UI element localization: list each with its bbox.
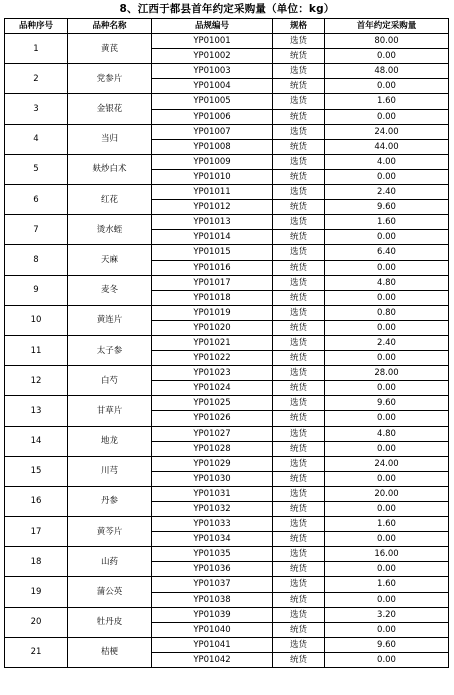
spec-cell: 统货 — [273, 562, 325, 577]
spec-cell: 统货 — [273, 169, 325, 184]
spec-code-cell: YP01007 — [152, 124, 273, 139]
spec-cell: 统货 — [273, 49, 325, 64]
quantity-cell: 80.00 — [325, 34, 449, 49]
variety-number-cell: 9 — [5, 275, 68, 305]
variety-name-cell: 麸炒白术 — [68, 154, 152, 184]
spec-cell: 选货 — [273, 366, 325, 381]
spec-cell: 选货 — [273, 577, 325, 592]
variety-number-cell: 16 — [5, 486, 68, 516]
header-spec-code: 品规编号 — [152, 19, 273, 34]
table-row — [5, 215, 449, 230]
spec-code-cell: YP01028 — [152, 441, 273, 456]
spec-code-cell: YP01012 — [152, 200, 273, 215]
quantity-cell: 0.00 — [325, 49, 449, 64]
spec-code-cell: YP01031 — [152, 486, 273, 501]
table-row — [5, 456, 449, 471]
spec-code-cell: YP01029 — [152, 456, 273, 471]
spec-cell: 统货 — [273, 290, 325, 305]
spec-code-cell: YP01037 — [152, 577, 273, 592]
quantity-cell: 0.00 — [325, 592, 449, 607]
quantity-cell: 0.00 — [325, 320, 449, 335]
header-variety-name: 品种名称 — [68, 19, 152, 34]
variety-name-cell: 烫水蛭 — [68, 215, 152, 245]
spec-code-cell: YP01002 — [152, 49, 273, 64]
quantity-cell: 4.00 — [325, 154, 449, 169]
spec-cell: 选货 — [273, 607, 325, 622]
quantity-cell: 6.40 — [325, 245, 449, 260]
table-row — [5, 607, 449, 622]
quantity-cell: 0.00 — [325, 79, 449, 94]
spec-code-cell: YP01006 — [152, 109, 273, 124]
page-title: 8、江西于都县首年约定采购量（单位：kg） — [119, 3, 335, 15]
spec-code-cell: YP01036 — [152, 562, 273, 577]
spec-code-cell: YP01038 — [152, 592, 273, 607]
spec-cell: 选货 — [273, 245, 325, 260]
quantity-cell: 0.00 — [325, 290, 449, 305]
spec-code-cell: YP01008 — [152, 139, 273, 154]
variety-name-cell: 黄芪 — [68, 34, 152, 64]
variety-name-cell: 山药 — [68, 547, 152, 577]
quantity-cell: 3.20 — [325, 607, 449, 622]
quantity-cell: 1.60 — [325, 517, 449, 532]
variety-number-cell: 2 — [5, 64, 68, 94]
table-header-row — [5, 19, 449, 34]
quantity-cell: 0.00 — [325, 381, 449, 396]
quantity-cell: 0.00 — [325, 622, 449, 637]
spec-cell: 统货 — [273, 652, 325, 667]
spec-cell: 选货 — [273, 456, 325, 471]
variety-number-cell: 1 — [5, 34, 68, 64]
table-row — [5, 517, 449, 532]
quantity-cell: 20.00 — [325, 486, 449, 501]
spec-cell: 选货 — [273, 94, 325, 109]
table-row — [5, 335, 449, 350]
table-row — [5, 396, 449, 411]
table-row — [5, 305, 449, 320]
spec-code-cell: YP01039 — [152, 607, 273, 622]
spec-code-cell: YP01015 — [152, 245, 273, 260]
variety-number-cell: 17 — [5, 517, 68, 547]
spec-cell: 统货 — [273, 230, 325, 245]
variety-number-cell: 6 — [5, 185, 68, 215]
variety-name-cell: 麦冬 — [68, 275, 152, 305]
spec-cell: 统货 — [273, 260, 325, 275]
quantity-cell: 48.00 — [325, 64, 449, 79]
variety-number-cell: 11 — [5, 335, 68, 365]
spec-cell: 选货 — [273, 185, 325, 200]
spec-code-cell: YP01026 — [152, 411, 273, 426]
header-variety-no: 品种序号 — [5, 19, 68, 34]
variety-name-cell: 白芍 — [68, 366, 152, 396]
table-row — [5, 154, 449, 169]
spec-cell: 统货 — [273, 592, 325, 607]
variety-name-cell: 黄芩片 — [68, 517, 152, 547]
variety-number-cell: 20 — [5, 607, 68, 637]
variety-name-cell: 牡丹皮 — [68, 607, 152, 637]
spec-cell: 统货 — [273, 139, 325, 154]
spec-code-cell: YP01001 — [152, 34, 273, 49]
quantity-cell: 0.00 — [325, 532, 449, 547]
table-row — [5, 577, 449, 592]
header-spec: 规格 — [273, 19, 325, 34]
quantity-cell: 0.00 — [325, 562, 449, 577]
quantity-cell: 4.80 — [325, 426, 449, 441]
spec-cell: 统货 — [273, 411, 325, 426]
spec-cell: 选货 — [273, 215, 325, 230]
variety-name-cell: 地龙 — [68, 426, 152, 456]
spec-code-cell: YP01023 — [152, 366, 273, 381]
spec-code-cell: YP01004 — [152, 79, 273, 94]
spec-code-cell: YP01005 — [152, 94, 273, 109]
variety-name-cell: 黄连片 — [68, 305, 152, 335]
quantity-cell: 0.00 — [325, 230, 449, 245]
variety-number-cell: 8 — [5, 245, 68, 275]
spec-code-cell: YP01032 — [152, 502, 273, 517]
spec-cell: 选货 — [273, 637, 325, 652]
quantity-cell: 9.60 — [325, 200, 449, 215]
spec-cell: 选货 — [273, 124, 325, 139]
variety-number-cell: 4 — [5, 124, 68, 154]
variety-name-cell: 天麻 — [68, 245, 152, 275]
spec-cell: 选货 — [273, 426, 325, 441]
variety-number-cell: 3 — [5, 94, 68, 124]
spec-code-cell: YP01003 — [152, 64, 273, 79]
spec-code-cell: YP01034 — [152, 532, 273, 547]
table-row — [5, 366, 449, 381]
table-row — [5, 486, 449, 501]
table-row — [5, 94, 449, 109]
variety-name-cell: 金银花 — [68, 94, 152, 124]
table-row — [5, 426, 449, 441]
spec-code-cell: YP01018 — [152, 290, 273, 305]
quantity-cell: 1.60 — [325, 215, 449, 230]
spec-code-cell: YP01017 — [152, 275, 273, 290]
spec-code-cell: YP01011 — [152, 185, 273, 200]
spec-cell: 统货 — [273, 471, 325, 486]
variety-number-cell: 14 — [5, 426, 68, 456]
spec-code-cell: YP01040 — [152, 622, 273, 637]
spec-code-cell: YP01019 — [152, 305, 273, 320]
variety-number-cell: 7 — [5, 215, 68, 245]
variety-number-cell: 21 — [5, 637, 68, 667]
quantity-cell: 0.00 — [325, 652, 449, 667]
quantity-cell: 0.00 — [325, 260, 449, 275]
variety-name-cell: 桔梗 — [68, 637, 152, 667]
table-row — [5, 64, 449, 79]
spec-cell: 统货 — [273, 109, 325, 124]
spec-code-cell: YP01033 — [152, 517, 273, 532]
spec-cell: 选货 — [273, 34, 325, 49]
spec-code-cell: YP01035 — [152, 547, 273, 562]
variety-number-cell: 12 — [5, 366, 68, 396]
variety-name-cell: 红花 — [68, 185, 152, 215]
spec-cell: 统货 — [273, 502, 325, 517]
quantity-cell: 16.00 — [325, 547, 449, 562]
spec-cell: 统货 — [273, 79, 325, 94]
quantity-cell: 4.80 — [325, 275, 449, 290]
quantity-cell: 24.00 — [325, 456, 449, 471]
quantity-cell: 0.80 — [325, 305, 449, 320]
header-quantity: 首年约定采购量 — [325, 19, 449, 34]
variety-name-cell: 甘草片 — [68, 396, 152, 426]
spec-cell: 选货 — [273, 335, 325, 350]
variety-number-cell: 13 — [5, 396, 68, 426]
table-row — [5, 185, 449, 200]
quantity-cell: 0.00 — [325, 441, 449, 456]
quantity-cell: 2.40 — [325, 335, 449, 350]
spec-code-cell: YP01027 — [152, 426, 273, 441]
spec-cell: 统货 — [273, 532, 325, 547]
quantity-cell: 9.60 — [325, 396, 449, 411]
table-row — [5, 547, 449, 562]
quantity-cell: 0.00 — [325, 502, 449, 517]
spec-cell: 选货 — [273, 547, 325, 562]
spec-cell: 选货 — [273, 486, 325, 501]
spec-cell: 统货 — [273, 320, 325, 335]
spec-cell: 选货 — [273, 275, 325, 290]
spec-code-cell: YP01030 — [152, 471, 273, 486]
table-row — [5, 34, 449, 49]
spec-cell: 统货 — [273, 351, 325, 366]
table-row — [5, 637, 449, 652]
table-row — [5, 245, 449, 260]
quantity-cell: 0.00 — [325, 411, 449, 426]
quantity-cell: 28.00 — [325, 366, 449, 381]
quantity-cell: 0.00 — [325, 351, 449, 366]
variety-number-cell: 5 — [5, 154, 68, 184]
procurement-table — [4, 18, 449, 668]
quantity-cell: 0.00 — [325, 109, 449, 124]
spec-code-cell: YP01024 — [152, 381, 273, 396]
quantity-cell: 44.00 — [325, 139, 449, 154]
spec-code-cell: YP01013 — [152, 215, 273, 230]
quantity-cell: 1.60 — [325, 94, 449, 109]
spec-code-cell: YP01014 — [152, 230, 273, 245]
quantity-cell: 24.00 — [325, 124, 449, 139]
spec-code-cell: YP01025 — [152, 396, 273, 411]
spec-cell: 统货 — [273, 622, 325, 637]
variety-name-cell: 蒲公英 — [68, 577, 152, 607]
spec-cell: 选货 — [273, 396, 325, 411]
spec-cell: 统货 — [273, 200, 325, 215]
variety-name-cell: 当归 — [68, 124, 152, 154]
variety-name-cell: 川芎 — [68, 456, 152, 486]
spec-cell: 统货 — [273, 381, 325, 396]
variety-name-cell: 丹参 — [68, 486, 152, 516]
quantity-cell: 2.40 — [325, 185, 449, 200]
variety-number-cell: 19 — [5, 577, 68, 607]
variety-name-cell: 党参片 — [68, 64, 152, 94]
variety-name-cell: 太子参 — [68, 335, 152, 365]
variety-number-cell: 10 — [5, 305, 68, 335]
variety-number-cell: 15 — [5, 456, 68, 486]
spec-code-cell: YP01020 — [152, 320, 273, 335]
spec-cell: 选货 — [273, 64, 325, 79]
spec-cell: 选货 — [273, 517, 325, 532]
quantity-cell: 1.60 — [325, 577, 449, 592]
table-body — [5, 34, 449, 668]
spec-code-cell: YP01016 — [152, 260, 273, 275]
spec-code-cell: YP01021 — [152, 335, 273, 350]
spec-code-cell: YP01042 — [152, 652, 273, 667]
spec-code-cell: YP01010 — [152, 169, 273, 184]
quantity-cell: 9.60 — [325, 637, 449, 652]
variety-number-cell: 18 — [5, 547, 68, 577]
table-row — [5, 124, 449, 139]
spec-code-cell: YP01022 — [152, 351, 273, 366]
spec-cell: 选货 — [273, 154, 325, 169]
spec-code-cell: YP01009 — [152, 154, 273, 169]
table-row — [5, 275, 449, 290]
quantity-cell: 0.00 — [325, 169, 449, 184]
spec-code-cell: YP01041 — [152, 637, 273, 652]
spec-cell: 统货 — [273, 441, 325, 456]
quantity-cell: 0.00 — [325, 471, 449, 486]
spec-cell: 选货 — [273, 305, 325, 320]
